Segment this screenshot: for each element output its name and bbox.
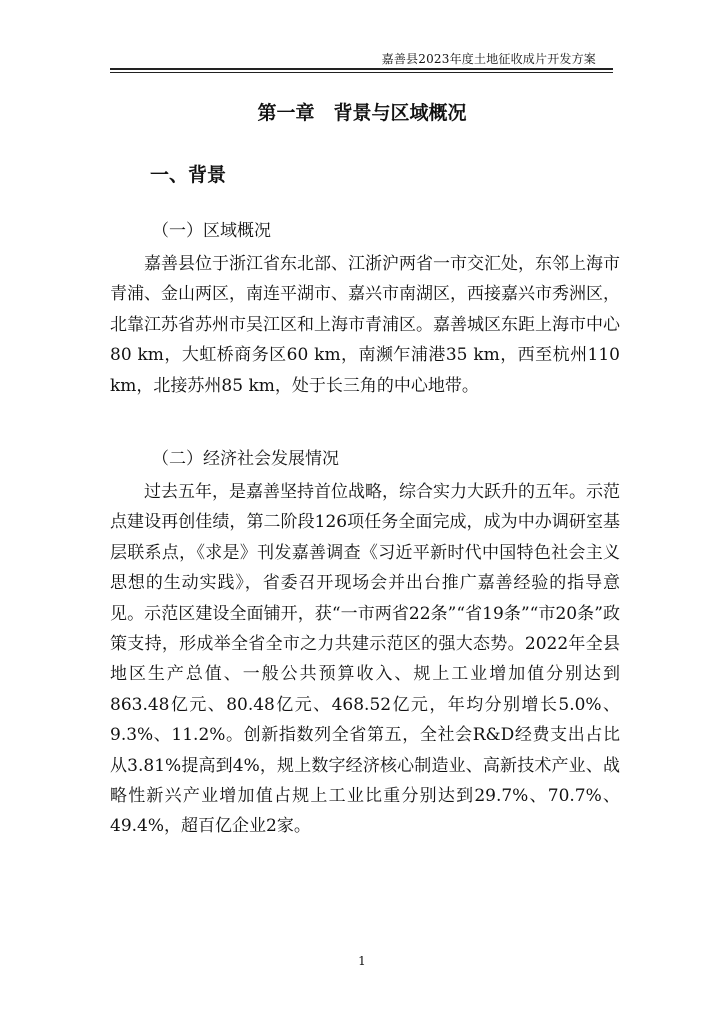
header-rule-thin [110,72,613,73]
chapter-title: 第一章 背景与区域概况 [257,102,467,124]
page-number: 1 [358,954,366,968]
section-title: 一、背景 [150,164,227,186]
paragraph-regional-overview: 嘉善县位于浙江省东北部、江浙沪两省一市交汇处，东邻上海市青浦、金山两区，南连平湖市、嘉兴市南湖区，西接嘉兴市秀洲区，北靠江苏省苏州市吴江区和上海市青浦区。嘉善城区东距上海市中心80 km，大虹桥商务区60 km，南濒乍浦港35 km，西至杭州110 km，北接苏州85 km，处于长三角的中心地带。 [110,254,620,396]
header-rule-thick [110,68,613,70]
running-header: 嘉善县2023年度土地征收成片开发方案 [381,52,596,66]
subsection-title-economic-development: （二）经济社会发展情况 [152,449,339,469]
subsection-title-regional-overview: （一）区域概况 [152,221,271,241]
paragraph-economic-development: 过去五年，是嘉善坚持首位战略，综合实力大跃升的五年。示范点建设再创佳绩，第二阶段126项任务全面完成，成为中办调研室基层联系点，《求是》刊发嘉善调查《习近平新时代中国特色社会主义思想的生动实践》，省委召开现场会并出台推广嘉善经验的指导意见。示范区建设全面铺开，获“一市两省22条”“省19条”“市20条”政策支持，形成举全省全市之力共建示范区的强大态势。2022年全县地区生产总值、一般公共预算收入、规上工业增加值分别达到863.48亿元、80.48亿元、468.52亿元，年均分别增长5.0%、9.3%、11.2%。创新指数列全省第五，全社会R&D经费支出占比从3.81%提高到4%，规上数字经济核心制造业、高新技术产业、战略性新兴产业增加值占规上工业比重分别达到29.7%、70.7%、49.4%，超百亿企业2家。 [110,482,620,837]
